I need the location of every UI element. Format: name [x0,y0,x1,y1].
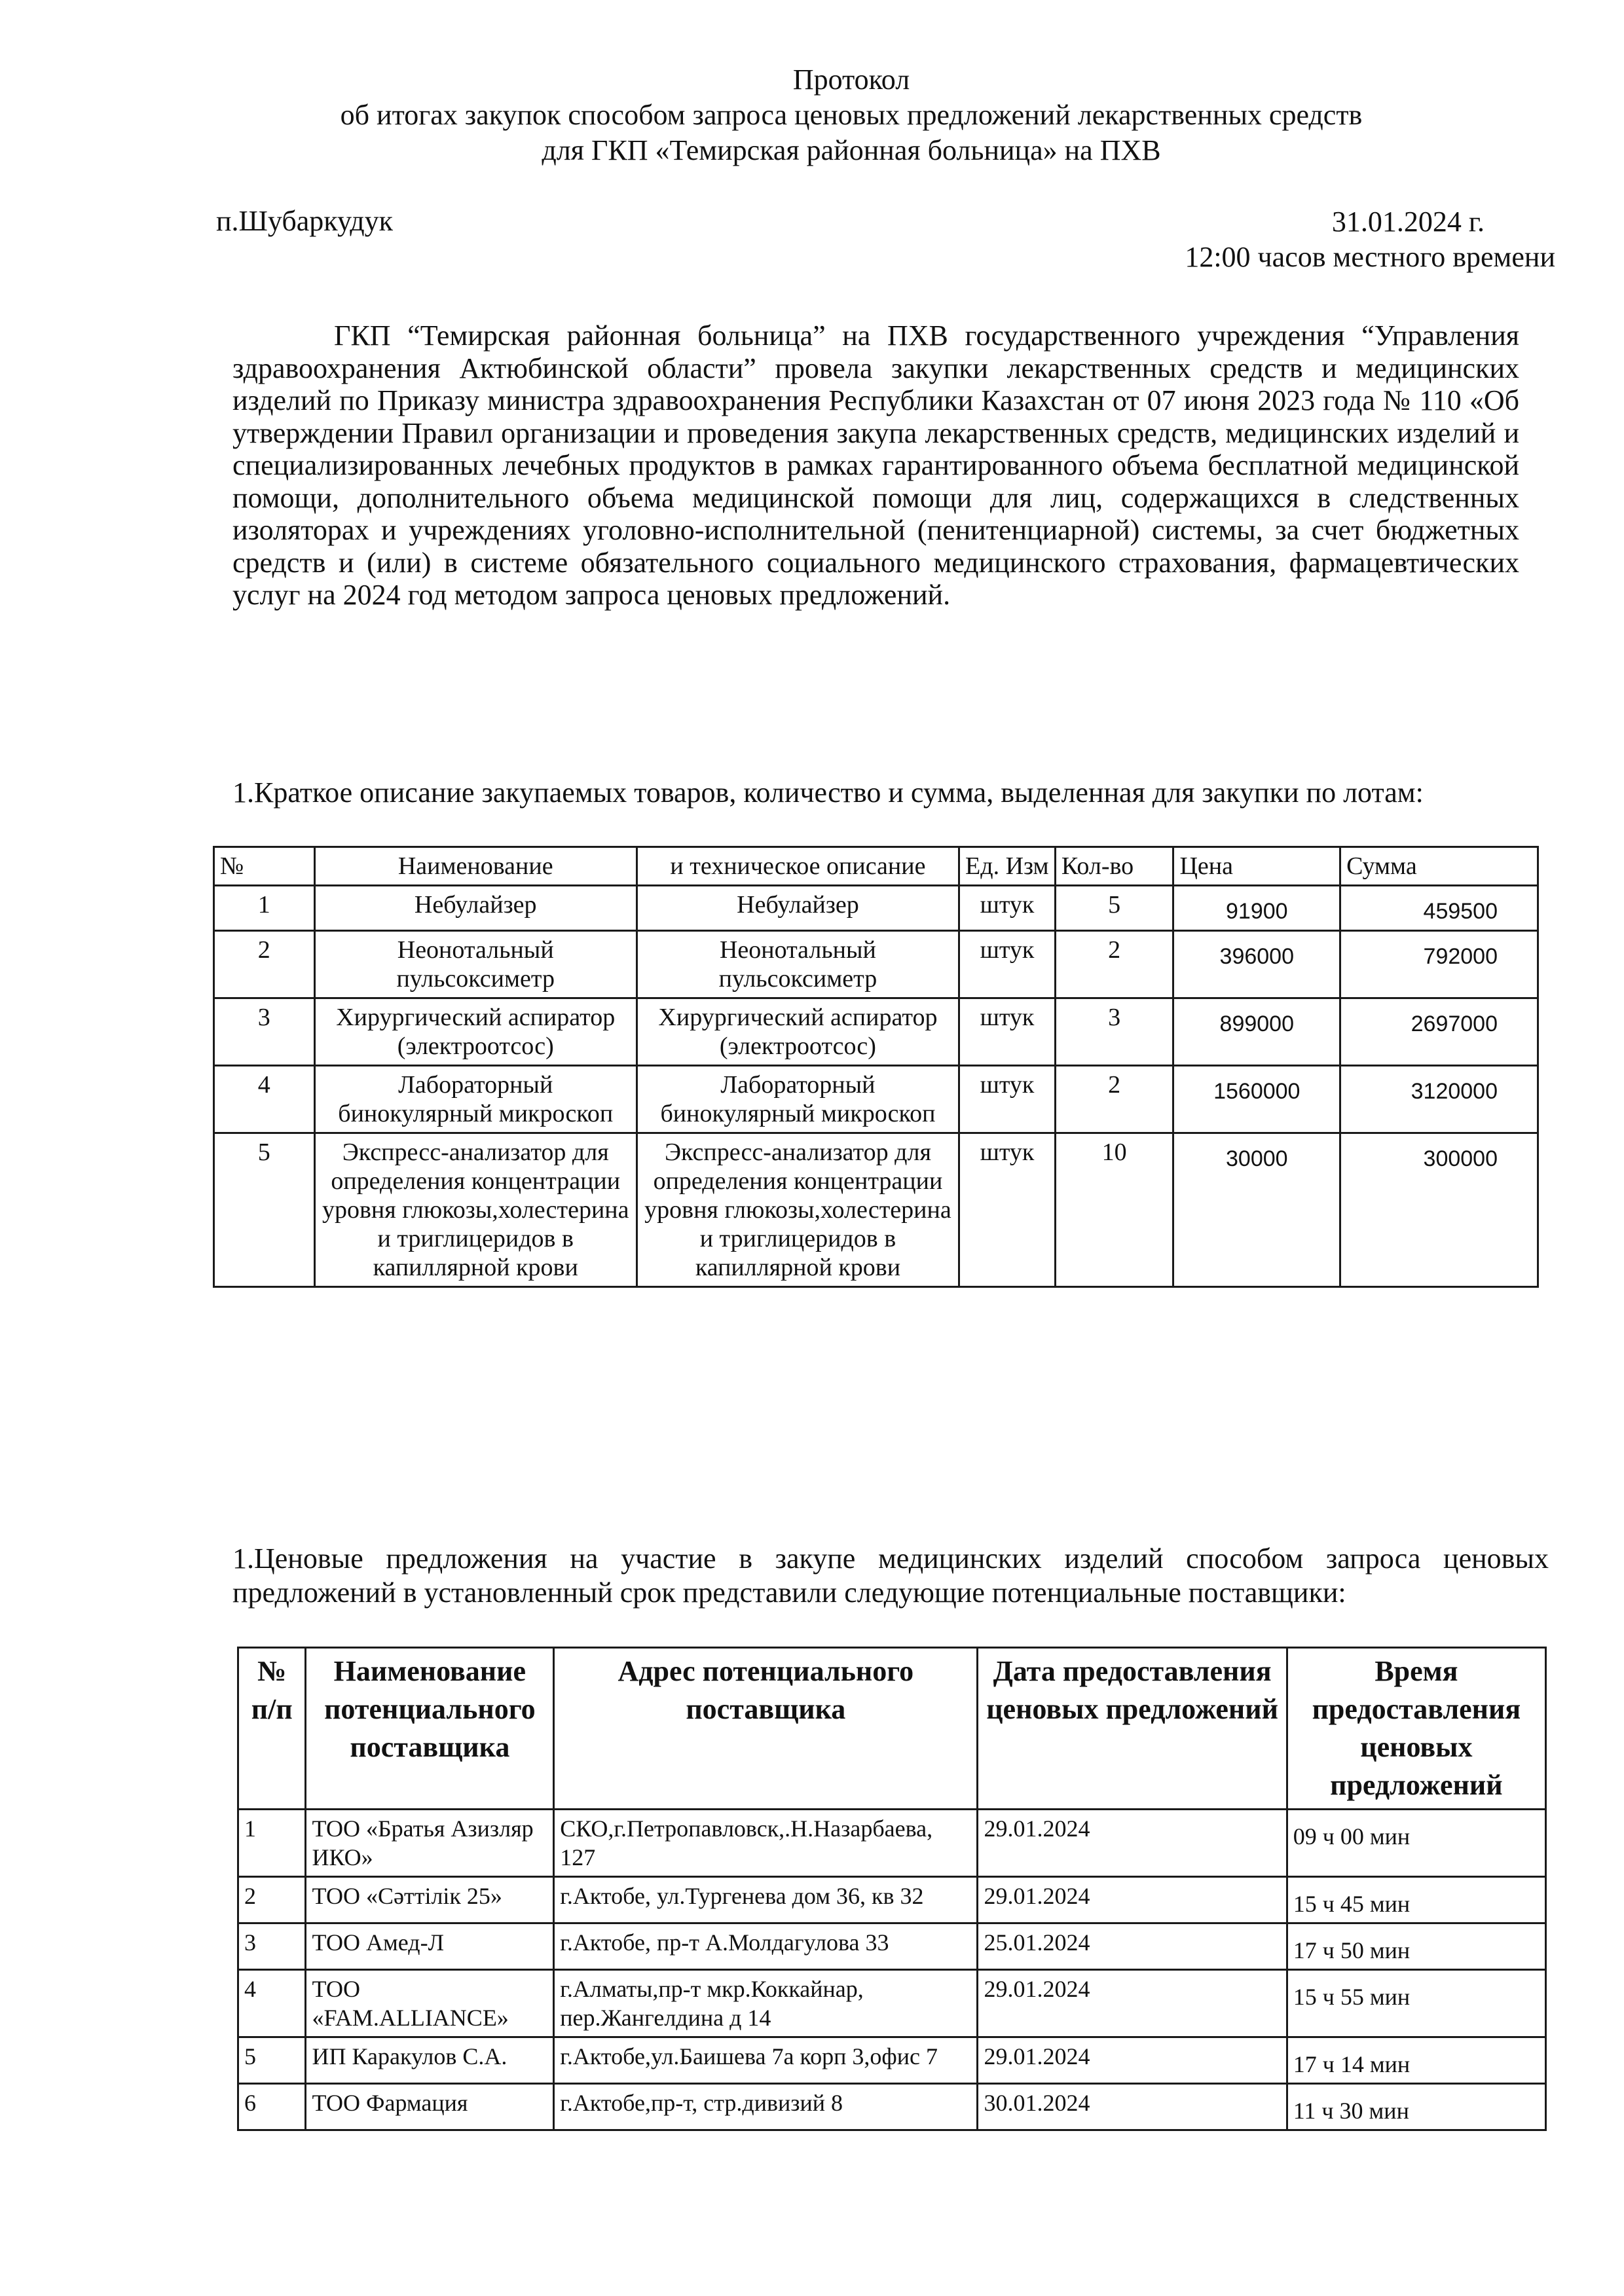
supplier-address: г.Актобе,ул.Баишева 7а корп 3,офис 7 [554,2037,978,2084]
supplier-address: г.Алматы,пр-т мкр.Коккайнар, пер.Жангелдина д 14 [554,1970,978,2037]
table-row [238,1923,1546,1970]
lot-number: 5 [214,1133,315,1287]
lot-name: Хирургический аспиратор (электроотсос) [314,998,637,1066]
lot-unit: штук [959,1066,1056,1133]
supplier-number: 1 [238,1810,306,1877]
supplier-name: ТОО «FAM.ALLIANCE» [306,1970,554,2037]
lot-description: Небулайзер [637,886,959,931]
col-number: № п/п [238,1648,306,1810]
submission-date: 29.01.2024 [978,1970,1287,2037]
lot-name: Лабораторный бинокулярный микроскоп [314,1066,637,1133]
lot-sum: 300000 [1340,1133,1538,1287]
place-label: п.Шубаркудук [216,205,394,237]
submission-time: 11 ч 30 мин [1287,2084,1545,2130]
supplier-number: 4 [238,1970,306,2037]
table-row [238,1810,1546,1877]
lot-unit: штук [959,886,1056,931]
supplier-address: г.Актобе,пр-т, стр.дивизий 8 [554,2084,978,2130]
table-row [214,1133,1538,1287]
lot-description: Лабораторный бинокулярный микроскоп [637,1066,959,1133]
col-number: № [214,847,315,886]
lot-number: 3 [214,998,315,1066]
table-row [238,2084,1546,2130]
lot-price: 30000 [1173,1133,1340,1287]
submission-time: 17 ч 14 мин [1287,2037,1545,2084]
submission-date: 25.01.2024 [978,1923,1287,1970]
submission-date: 30.01.2024 [978,2084,1287,2130]
submission-date: 29.01.2024 [978,1810,1287,1877]
document-subtitle-line-1: об итогах закупок способом запроса ценовых предложений лекарственных средств [340,99,1363,131]
submission-time: 15 ч 55 мин [1287,1970,1545,2037]
section-1-heading: 1.Краткое описание закупаемых товаров, количество и сумма, выделенная для закупки по лотам: [232,776,1424,809]
supplier-address: г.Актобе, ул.Тургенева дом 36, кв 32 [554,1877,978,1923]
table-row [238,1970,1546,2037]
lot-sum: 792000 [1340,931,1538,998]
submission-time: 15 ч 45 мин [1287,1877,1545,1923]
table-row [214,1066,1538,1133]
lot-unit: штук [959,1133,1056,1287]
supplier-number: 6 [238,2084,306,2130]
protocol-date: 31.01.2024 г. [1331,206,1485,238]
lots-table [213,846,1539,1288]
table-row [214,886,1538,931]
supplier-name: ТОО Фармация [306,2084,554,2130]
intro-paragraph [232,319,1519,611]
lot-name: Экспресс-анализатор для определения концентрации уровня глюкозы,холестерина и триглицеридов в капиллярной крови [314,1133,637,1287]
col-submission-date: Дата предоставления ценовых предложений [978,1648,1287,1810]
supplier-number: 3 [238,1923,306,1970]
intro-text: ГКП “Темирская районная больница” на ПХВ государственного учреждения “Управления здравоохранения Актюбинской области” провела закупки лекарственных средств и медицинских изделий по Приказу министра здравоохранения Республики Казахстан от 07 июня 2023 года № 110 «Об утверждении Правил организации и проведения закупа лекарственных средств, медицинских изделий и специализированных лечебных продуктов в рамках гарантированного объема бесплатной медицинской помощи, дополнительного объема медицинской помощи для лиц, содержащихся в следственных изоляторах и учреждениях уголовно-исполнительной (пенитенциарной) системы, за счет бюджетных средств и (или) в системе обязательного социального медицинского страхования, фармацевтических услуг на 2024 год методом запроса ценовых предложений. [232,319,1519,611]
table-row [214,998,1538,1066]
supplier-number: 5 [238,2037,306,2084]
table-row [214,931,1538,998]
lot-quantity: 10 [1055,1133,1173,1287]
lot-quantity: 5 [1055,886,1173,931]
section-2-heading: 1.Ценовые предложения на участие в закупе медицинских изделий способом запроса ценовых предложений в установленный срок представили следующие потенциальные поставщики: [232,1542,1549,1609]
protocol-time: 12:00 часов местного времени [1185,241,1555,273]
lot-quantity: 2 [1055,931,1173,998]
supplier-number: 2 [238,1877,306,1923]
supplier-address: СКО,г.Петропавловск,.Н.Назарбаева, 127 [554,1810,978,1877]
submission-time: 09 ч 00 мин [1287,1810,1545,1877]
suppliers-table [237,1647,1547,2131]
lot-name: Небулайзер [314,886,637,931]
document-header [196,62,1506,168]
submission-date: 29.01.2024 [978,1877,1287,1923]
lot-price: 91900 [1173,886,1340,931]
lot-unit: штук [959,931,1056,998]
date-block [1185,204,1555,275]
supplier-name: ТОО Амед-Л [306,1923,554,1970]
table-row [238,2037,1546,2084]
suppliers-table-header [238,1648,1546,1810]
lot-price: 396000 [1173,931,1340,998]
document-title: Протокол [792,64,910,96]
lot-description: Неонотальный пульсоксиметр [637,931,959,998]
submission-time: 17 ч 50 мин [1287,1923,1545,1970]
col-sum: Сумма [1340,847,1538,886]
lot-number: 2 [214,931,315,998]
col-price: Цена [1173,847,1340,886]
supplier-address: г.Актобе, пр-т А.Молдагулова 33 [554,1923,978,1970]
submission-date: 29.01.2024 [978,2037,1287,2084]
lot-number: 1 [214,886,315,931]
lot-unit: штук [959,998,1056,1066]
lot-number: 4 [214,1066,315,1133]
lot-sum: 2697000 [1340,998,1538,1066]
col-submission-time: Время предоставления ценовых предложений [1287,1648,1545,1810]
lot-price: 1560000 [1173,1066,1340,1133]
supplier-name: ТОО «Братья Азизляр ИКО» [306,1810,554,1877]
lot-price: 899000 [1173,998,1340,1066]
document-subtitle-line-2: для ГКП «Темирская районная больница» на ПХВ [542,134,1161,166]
table-row [238,1877,1546,1923]
lot-quantity: 2 [1055,1066,1173,1133]
supplier-name: ТОО «Сәттілік 25» [306,1877,554,1923]
col-description: и техническое описание [637,847,959,886]
col-supplier-name: Наименование потенциального поставщика [306,1648,554,1810]
supplier-name: ИП Каракулов С.А. [306,2037,554,2084]
lot-sum: 3120000 [1340,1066,1538,1133]
col-unit: Ед. Изм [959,847,1056,886]
lot-quantity: 3 [1055,998,1173,1066]
lot-name: Неонотальный пульсоксиметр [314,931,637,998]
col-quantity: Кол-во [1055,847,1173,886]
lot-description: Хирургический аспиратор (электроотсос) [637,998,959,1066]
lot-description: Экспресс-анализатор для определения концентрации уровня глюкозы,холестерина и триглицеридов в капиллярной крови [637,1133,959,1287]
lots-table-header [214,847,1538,886]
lot-sum: 459500 [1340,886,1538,931]
col-supplier-address: Адрес потенциального поставщика [554,1648,978,1810]
col-name: Наименование [314,847,637,886]
